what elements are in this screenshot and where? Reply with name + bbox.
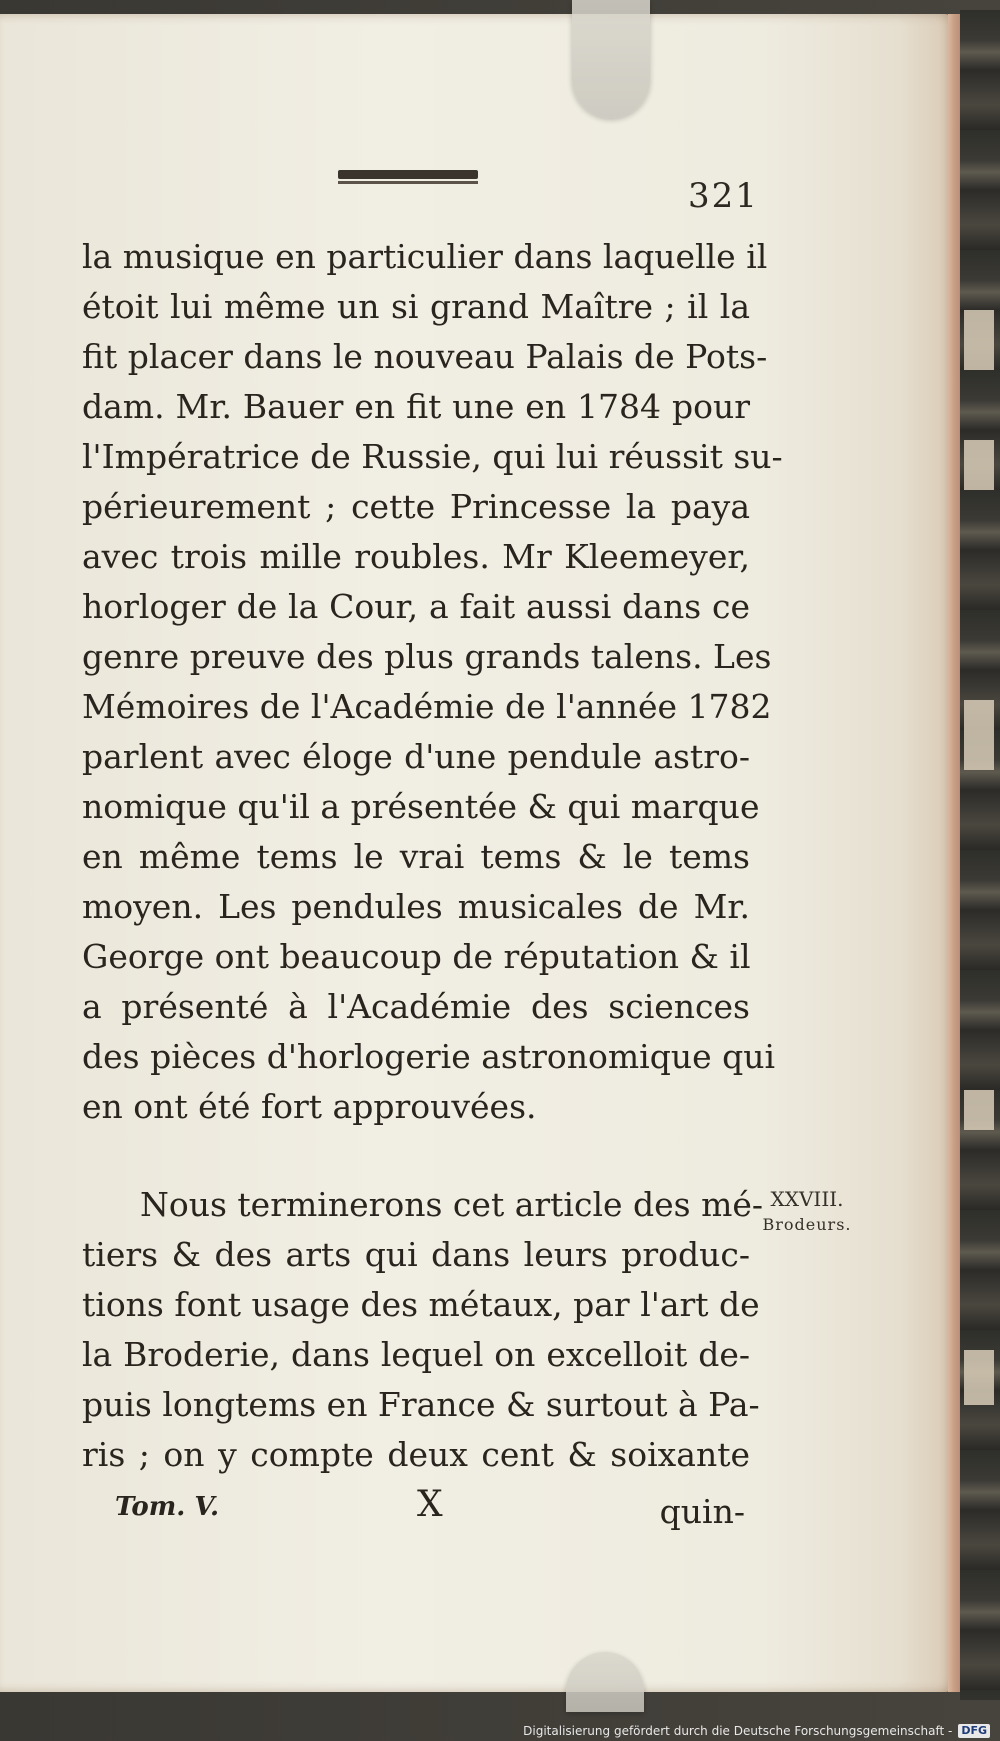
text-line: étoit lui même un si grand Maître ; il la — [82, 287, 750, 326]
digitization-text: Digitalisierung gefördert durch die Deutsche Forschungsgemeinschaft - — [523, 1724, 953, 1738]
text-line: en ont été fort approuvées. — [82, 1087, 537, 1126]
text-line: a présenté à l'Académie des sciences — [82, 987, 750, 1026]
text-line: en même tems le vrai tems & le tems — [82, 837, 750, 876]
text-line: tions font usage des métaux, par l'art de — [82, 1285, 760, 1324]
text-line: périeurement ; cette Princesse la paya — [82, 487, 750, 526]
margin-note — [752, 1186, 862, 1238]
page-number: 321 — [688, 176, 759, 216]
text-line: la Broderie, dans lequel on excelloit de- — [82, 1335, 750, 1374]
text-line: genre preuve des plus grands talens. Les — [82, 637, 772, 676]
text-line: des pièces d'horlogerie astronomique qui — [82, 1037, 776, 1076]
text-line: nomique qu'il a présentée & qui marque — [82, 787, 760, 826]
catchword: quin- — [659, 1492, 745, 1531]
page-clip-top — [572, 0, 650, 118]
text-line: avec trois mille roubles. Mr Kleemeyer, — [82, 537, 750, 576]
text-line: l'Impératrice de Russie, qui lui réussit su- — [82, 437, 783, 476]
dfg-logo-icon: DFG — [958, 1724, 990, 1738]
text-line: Nous terminerons cet article des mé- — [140, 1185, 764, 1224]
text-line: moyen. Les pendules musicales de Mr. — [82, 887, 750, 926]
text-line: parlent avec éloge d'une pendule astro- — [82, 737, 750, 776]
body-text — [82, 232, 783, 1132]
margin-note-label: Brodeurs. — [762, 1215, 852, 1234]
text-line: la musique en particulier dans laquelle il — [82, 237, 768, 276]
page-footer — [115, 1484, 745, 1540]
text-line: horloger de la Cour, a fait aussi dans ce — [82, 587, 750, 626]
text-line: ris ; on y compte deux cent & soixante — [82, 1435, 750, 1474]
text-line: tiers & des arts qui dans leurs produc- — [82, 1235, 750, 1274]
book-binding — [960, 10, 1000, 1700]
gathering-letter: X — [417, 1484, 443, 1525]
digitization-notice — [523, 1724, 990, 1738]
text-line: Mémoires de l'Académie de l'année 1782 — [82, 687, 772, 726]
text-line: dam. Mr. Bauer en fit une en 1784 pour — [82, 387, 750, 426]
text-line: puis longtems en France & surtout à Pa- — [82, 1385, 760, 1424]
text-line: George ont beaucoup de réputation & il — [82, 937, 751, 976]
header-ornament — [338, 170, 478, 179]
page-edge — [948, 14, 960, 1692]
margin-note-numeral: XXVIII. — [770, 1187, 844, 1211]
paragraph-broderie — [82, 1180, 764, 1480]
text-line: fit placer dans le nouveau Palais de Pots- — [82, 337, 768, 376]
signature-mark: Tom. V. — [115, 1492, 219, 1522]
